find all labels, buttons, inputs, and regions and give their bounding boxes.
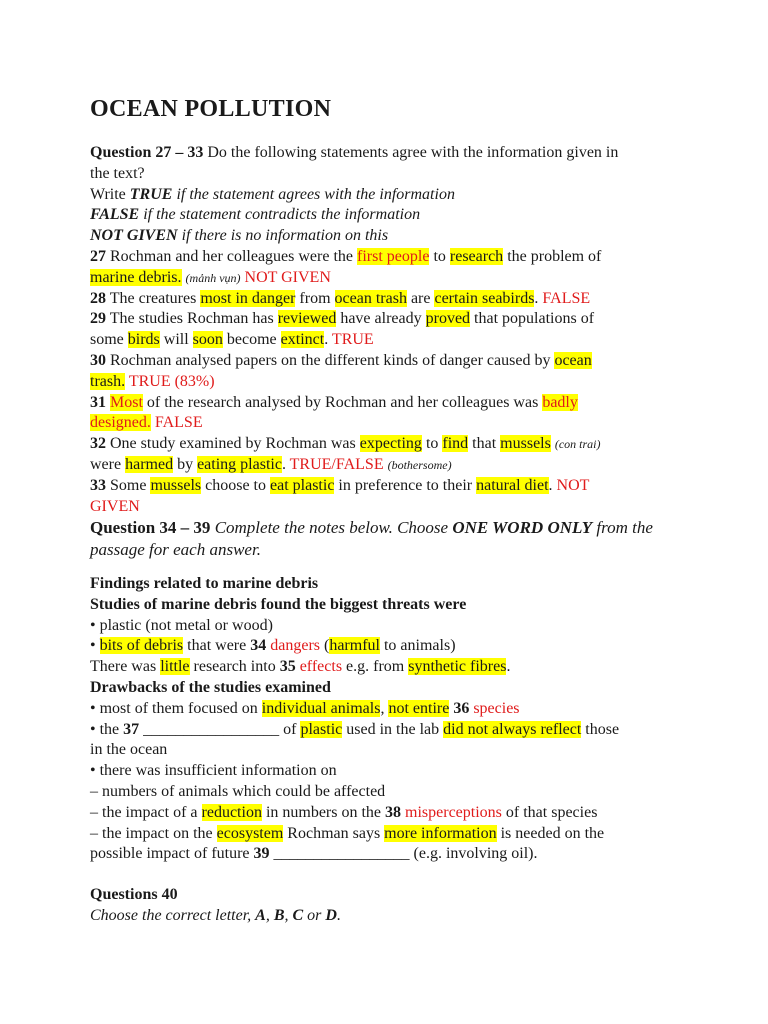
question-text: become (222, 331, 281, 349)
highlight: reviewed (277, 310, 337, 328)
question-31 (90, 393, 680, 414)
vocab-note: (bothersome) (387, 457, 452, 472)
instruction-text: passage for each answer. (90, 540, 261, 560)
notes-text: ( (320, 637, 330, 655)
question-27-cont (90, 268, 680, 289)
answer: FALSE (542, 289, 591, 307)
highlight: little (160, 658, 190, 676)
page-title: OCEAN POLLUTION (90, 96, 332, 122)
question-text: choose to (201, 476, 270, 494)
notes-dash-item (90, 803, 680, 824)
notes-dash-item: – numbers of animals which could be affected (90, 782, 386, 800)
question-text: Rochman and her colleagues were the (106, 247, 358, 265)
question-text: of the research analysed by Rochman and her colleagues was (142, 393, 543, 411)
highlight: synthetic fibres (408, 658, 507, 676)
answer: TRUE (331, 331, 374, 349)
instruction-line (90, 906, 680, 927)
notes-text: in numbers on the (261, 803, 386, 821)
highlight: certain seabirds (434, 289, 535, 307)
highlight: birds (127, 331, 160, 349)
highlight: badly (542, 393, 578, 411)
option-letter: C (292, 906, 304, 924)
instruction-text: if the statement agrees with the information (172, 185, 455, 203)
notes-text: • most of them focused on (90, 699, 262, 717)
question-40-section (90, 885, 680, 927)
highlight: plastic (300, 720, 343, 738)
notes-text: research into (189, 658, 280, 676)
instruction-text: Complete the notes below. Choose (210, 518, 453, 538)
question-text: The studies Rochman has (106, 310, 278, 328)
notes-bullet (90, 720, 680, 741)
highlight: individual animals (261, 699, 381, 717)
question-text: Rochman analysed papers on the different kinds of danger caused by (106, 351, 555, 369)
answer: species (473, 699, 520, 717)
question-32 (90, 434, 680, 455)
highlight: eating plastic (197, 455, 282, 473)
question-27 (90, 247, 680, 268)
question-33 (90, 476, 680, 497)
question-30-cont (90, 372, 680, 393)
question-number: 33 (90, 476, 106, 494)
answer: effects (299, 658, 343, 676)
question-text: . (281, 455, 290, 473)
question-number: 31 (90, 393, 106, 411)
instruction-text: from the (592, 518, 653, 538)
question-number: 29 (90, 310, 106, 328)
question-text: . (548, 476, 557, 494)
section-heading-40: Questions 40 (90, 886, 178, 903)
highlight: bits of debris (99, 637, 184, 655)
notes-line (90, 657, 680, 678)
notes-text: – the impact of a (90, 803, 202, 821)
question-number: 36 (453, 699, 470, 717)
answer: TRUE (83%) (128, 372, 215, 390)
notes-text: – the impact on the (90, 824, 217, 842)
instruction-line (90, 164, 680, 185)
instruction-text: . (336, 906, 341, 924)
keyword-false: FALSE (90, 206, 140, 224)
highlight: research (449, 247, 504, 265)
question-number: 34 (250, 637, 267, 655)
highlight: harmful (329, 637, 380, 655)
highlight: ocean (554, 351, 592, 369)
answer: misperceptions (405, 803, 502, 821)
question-text: One study examined by Rochman was (106, 435, 360, 453)
question-number: 27 (90, 247, 106, 265)
notes-text: • the (90, 720, 124, 738)
answer: dangers (270, 637, 320, 655)
notes-text: those (581, 720, 620, 738)
notes-text: is needed on the (496, 824, 605, 842)
instruction-keyword: ONE WORD ONLY (452, 518, 593, 538)
question-number: 30 (90, 351, 106, 369)
notes-text: used in the lab (342, 720, 444, 738)
highlight: mussels (500, 435, 551, 453)
instruction-true (90, 185, 680, 206)
highlight: soon (192, 331, 223, 349)
highlight: first people (357, 247, 430, 265)
instruction-not-given (90, 226, 680, 247)
notes-text: e.g. from (342, 658, 409, 676)
highlight: harmed (125, 455, 174, 473)
question-number: 37 (123, 720, 140, 738)
highlight: mussels (150, 476, 202, 494)
highlight: eat plastic (270, 476, 335, 494)
notes-section (90, 574, 680, 865)
option-letter: D (325, 906, 337, 924)
question-text: to (429, 247, 450, 265)
instruction-text: or (303, 906, 326, 924)
question-text: that populations of (470, 310, 595, 328)
vocab-note: (mảnh vụn) (185, 270, 241, 285)
notes-bullet (90, 636, 680, 657)
notes-text: • (90, 637, 100, 655)
question-29-cont (90, 330, 680, 351)
highlight: extinct (280, 331, 325, 349)
notes-bullet-cont: in the ocean (90, 741, 168, 759)
question-text: the problem of (503, 247, 602, 265)
notes-text: , (380, 699, 389, 717)
option-letter: B (273, 906, 285, 924)
answer-blank: _________________ (e.g. involving oil). (269, 845, 538, 863)
notes-bullet (90, 699, 680, 720)
notes-text: There was (90, 658, 161, 676)
question-text: to (421, 435, 443, 453)
question-31-cont (90, 413, 680, 434)
question-text: have already (336, 310, 426, 328)
true-false-section (90, 143, 680, 561)
notes-heading: Findings related to marine debris (90, 575, 319, 592)
question-28 (90, 289, 680, 310)
answer: GIVEN (90, 497, 140, 515)
question-text: are (406, 289, 435, 307)
question-text: . (534, 289, 543, 307)
instruction-false (90, 205, 680, 226)
question-text: will (159, 331, 193, 349)
notes-text: Rochman says (283, 824, 385, 842)
question-30 (90, 351, 680, 372)
highlight: Most (110, 393, 143, 411)
instruction-text: , (284, 906, 293, 924)
highlight: designed. (90, 414, 151, 432)
notes-bullet: • plastic (not metal or wood) (90, 616, 273, 634)
question-number: 35 (279, 658, 296, 676)
highlight: find (442, 435, 469, 453)
highlight: most in danger (200, 289, 296, 307)
question-text: by (173, 455, 198, 473)
notes-dash-item (90, 824, 680, 845)
question-number: 38 (385, 803, 402, 821)
question-text: were (90, 455, 126, 473)
answer: NOT GIVEN (244, 268, 331, 286)
question-range-label: Question 34 – 39 (90, 518, 211, 538)
instruction-text: , (265, 906, 274, 924)
highlight: not entire (388, 699, 450, 717)
question-range-label: Question 27 – 33 (90, 144, 204, 161)
question-32-cont (90, 455, 680, 476)
keyword-not-given: NOT GIVEN (90, 227, 178, 245)
notes-text: of that species (501, 803, 598, 821)
question-text: some (90, 331, 128, 349)
answer: FALSE (154, 414, 203, 432)
question-text: The creatures (106, 289, 201, 307)
section-heading-34-39 (90, 517, 680, 539)
answer: TRUE/FALSE (289, 455, 384, 473)
notes-text: . (506, 658, 511, 676)
answer: NOT (556, 476, 590, 494)
question-number: 39 (253, 845, 270, 863)
instruction-text: if the statement contradicts the information (139, 206, 421, 224)
question-33-cont (90, 497, 680, 518)
question-text: from (295, 289, 335, 307)
instruction-text: Write (90, 185, 130, 203)
notes-subheading: Studies of marine debris found the biggest threats were (90, 595, 467, 613)
keyword-true: TRUE (129, 185, 173, 203)
question-number: 28 (90, 289, 106, 307)
instruction-text: the text? (90, 164, 145, 182)
highlight: more information (384, 824, 497, 842)
vocab-note: (con trai) (554, 437, 601, 452)
question-number: 32 (90, 435, 106, 453)
instruction-line (90, 143, 680, 164)
highlight: expecting (359, 435, 422, 453)
notes-bullet: • there was insufficient information on (90, 762, 337, 780)
question-text: in preference to their (334, 476, 477, 494)
instruction-text: if there is no information on this (177, 227, 389, 245)
question-text: Some (106, 476, 151, 494)
answer-blank: _________________ of (139, 720, 301, 738)
highlight: natural diet (476, 476, 549, 494)
instruction-text: Do the following statements agree with the information given in (203, 144, 619, 161)
highlight: ecosystem (216, 824, 284, 842)
highlight: ocean trash (334, 289, 407, 307)
notes-text: to animals) (379, 637, 456, 655)
highlight: reduction (201, 803, 262, 821)
instruction-text: Choose the correct letter, (90, 906, 256, 924)
notes-text: that were (183, 637, 251, 655)
question-text: that (468, 435, 501, 453)
notes-text: possible impact of future (90, 845, 254, 863)
question-29 (90, 309, 680, 330)
question-text: . (324, 331, 332, 349)
highlight: marine debris. (90, 268, 182, 286)
highlight: proved (425, 310, 471, 328)
highlight: did not always reflect (443, 720, 582, 738)
section-heading-34-39-cont (90, 539, 680, 561)
notes-subheading: Drawbacks of the studies examined (90, 678, 331, 696)
option-letter: A (255, 906, 266, 924)
highlight: trash. (90, 372, 126, 390)
notes-dash-item-cont (90, 844, 680, 865)
